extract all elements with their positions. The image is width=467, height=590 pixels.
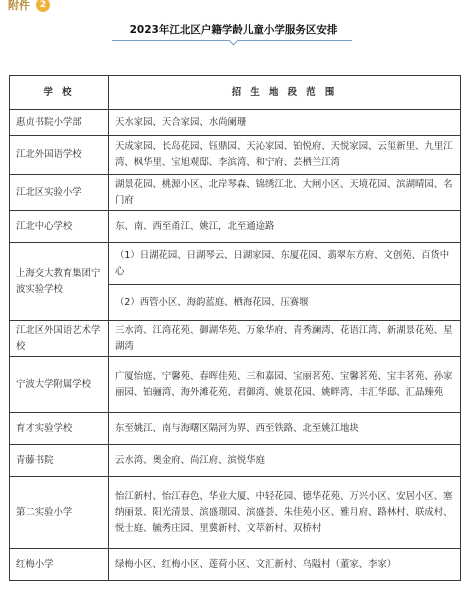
area-cell: 三水湾、江湾花苑、御湖华苑、万象华府、青秀澜湾、花语江湾、新湖景花苑、星湖湾 bbox=[109, 321, 461, 357]
table-row bbox=[10, 357, 461, 413]
table-row bbox=[10, 243, 461, 285]
school-cell: 惠贞书院小学部 bbox=[10, 110, 109, 136]
table-row bbox=[10, 136, 461, 175]
table-header-row bbox=[10, 76, 461, 110]
area-cell: 东、南、西至甬江、姚江，北至通途路 bbox=[109, 211, 461, 243]
area-cell: 天水家园、天合家园、水尚阑珊 bbox=[109, 110, 461, 136]
area-cell: （2）西管小区、海韵蓝庭、栖海花园、压赛堰 bbox=[109, 285, 461, 321]
area-cell: 广厦怡庭、宁馨苑、春晖佳苑、三和嘉园、宝丽茗苑、宝馨茗苑、宝丰茗苑、孙家丽园、铂骊湾、海外滩花苑、君御湾、姚景花园、姚畔湾、丰汇华邸、汇晶臻苑 bbox=[109, 357, 461, 413]
area-cell: 绿梅小区、红梅小区、莲荷小区、文汇新村、乌隘村（董家、李家） bbox=[109, 549, 461, 581]
table-row bbox=[10, 477, 461, 549]
school-cell: 上海交大教育集团宁波实验学校 bbox=[10, 243, 109, 321]
area-cell: 云水湾、奥金府、尚江府、滨悦华庭 bbox=[109, 445, 461, 477]
area-cell: 天成家园、长岛花园、钰鼎园、天沁家园、铂悦府、天悦家园、云玺新里、九里江湾、枫华里、宝旭观邸、李滨湾、和宁府、芸栖兰江湾 bbox=[109, 136, 461, 175]
column-header-area: 招 生 地 段 范 围 bbox=[109, 76, 461, 110]
table-row bbox=[10, 413, 461, 445]
table-row bbox=[10, 549, 461, 581]
area-cell: 怡江新村、怡江春色、华业大厦、中轻花园、德华花苑、万兴小区、安居小区、塞纳丽景、阳光清景、滨盛璟园、滨盛荟、朱佳苑小区、雅月府、路林村、联成村、悦士庭、毓秀庄园、里冀新村、文萃新村、双桥村 bbox=[109, 477, 461, 549]
column-header-school: 学 校 bbox=[10, 76, 109, 110]
table-row bbox=[10, 175, 461, 211]
table-row bbox=[10, 445, 461, 477]
area-cell: 东至姚江、南与海曙区隔河为界、西至铁路、北至姚江地块 bbox=[109, 413, 461, 445]
table-row bbox=[10, 110, 461, 136]
school-cell: 宁波大学附属学校 bbox=[10, 357, 109, 413]
school-cell: 红梅小学 bbox=[10, 549, 109, 581]
school-cell: 江北中心学校 bbox=[10, 211, 109, 243]
school-cell: 江北区实验小学 bbox=[10, 175, 109, 211]
table-row bbox=[10, 321, 461, 357]
attachment-number-badge: 2 bbox=[36, 0, 50, 12]
table-row bbox=[10, 211, 461, 243]
attachment-label: 附件 bbox=[8, 0, 30, 12]
attachment-header bbox=[0, 0, 467, 16]
page-title: 2023年江北区户籍学龄儿童小学服务区安排 bbox=[129, 24, 338, 36]
school-cell: 江北外国语学校 bbox=[10, 136, 109, 175]
service-area-table bbox=[9, 75, 461, 581]
school-cell: 江北区外国语艺术学校 bbox=[10, 321, 109, 357]
area-cell: （1）日湖花园、日湖琴云、日湖家园、东厦花园、翡翠东方府、文创苑、百货中心 bbox=[109, 243, 461, 285]
school-cell: 第二实验小学 bbox=[10, 477, 109, 549]
school-cell: 青藤书院 bbox=[10, 445, 109, 477]
school-cell: 育才实验学校 bbox=[10, 413, 109, 445]
area-cell: 湖景花园、桃源小区、北岸琴森、锦绣江北、大闸小区、天境花园、滨湖晴园、名门府 bbox=[109, 175, 461, 211]
